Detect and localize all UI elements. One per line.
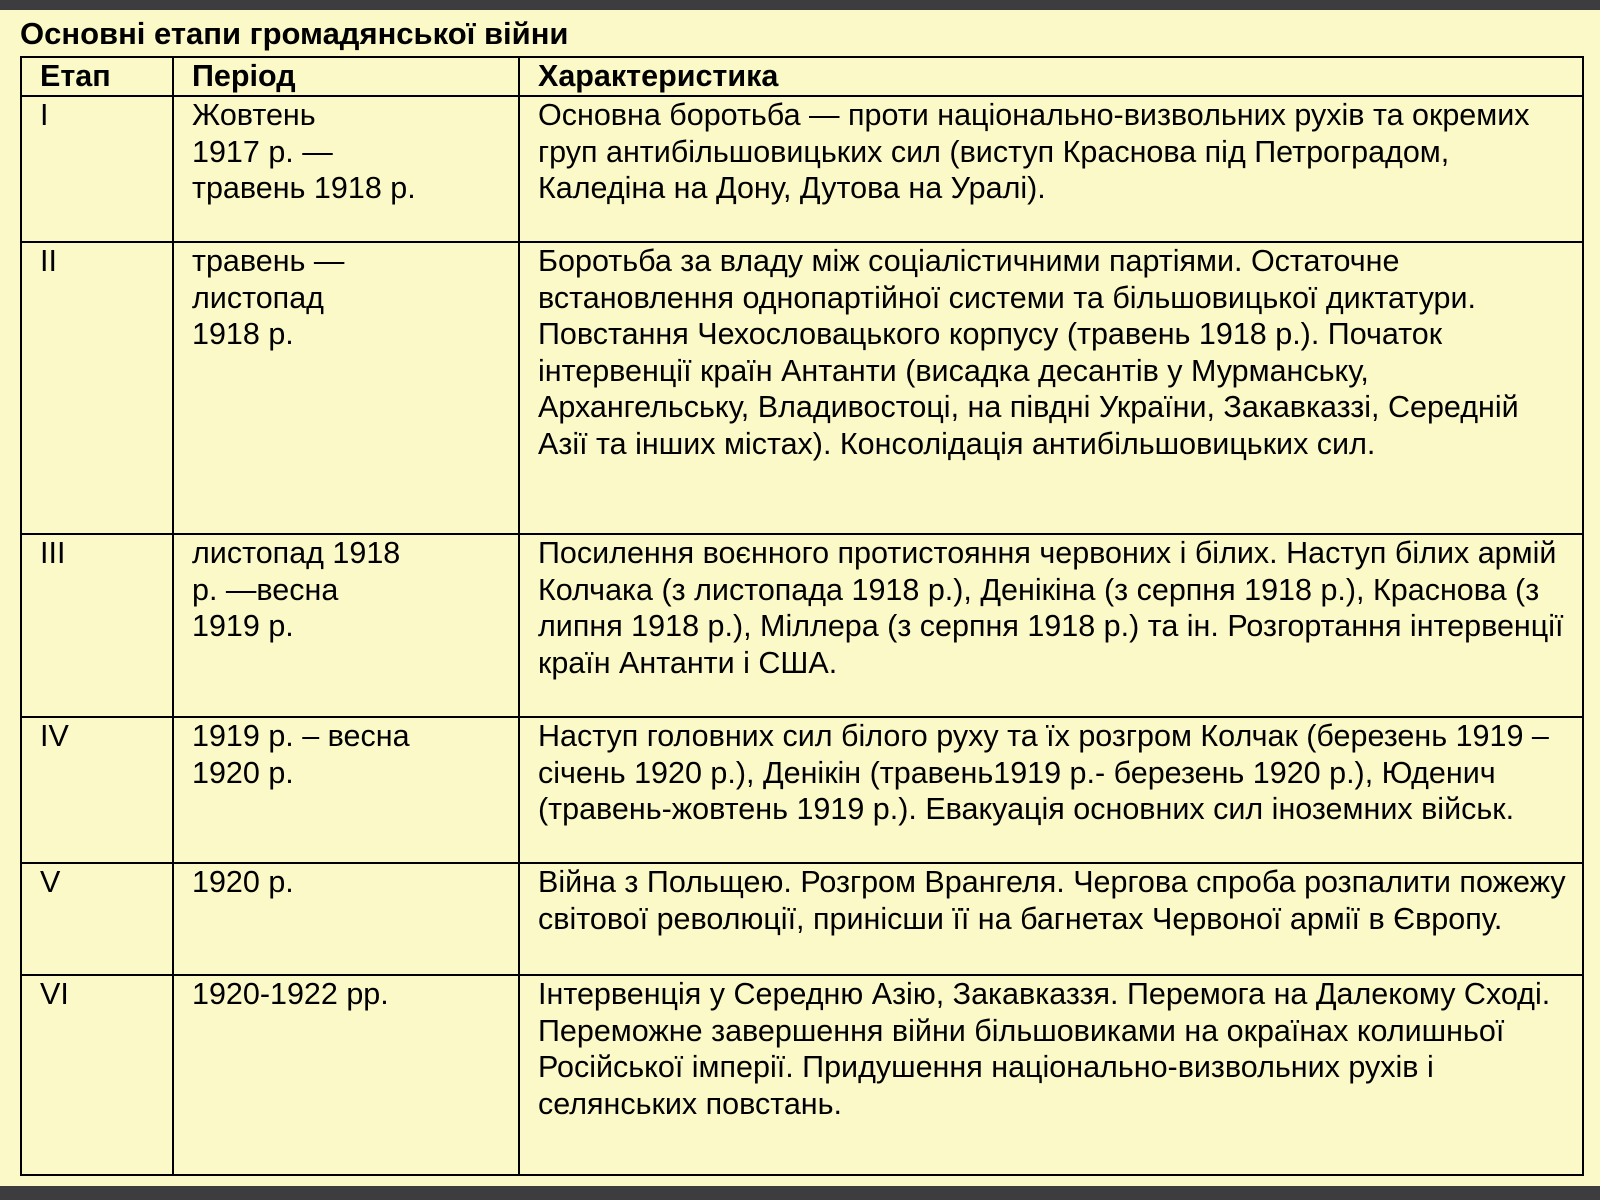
description-cell: Боротьба за владу між соціалістичними партіями. Остаточне встановлення однопартійної системи та більшовицької диктатури. Повстання Чехословацького корпусу (травень 1918 р.). Початок інтервенції країн Антанти (висадка десантів у Мурманську, Архангельську, Владивостоці, на півдні України, Закавказзі, Середній Азії та інших містах). Консолідація антибільшовицьких сил. [519, 242, 1583, 534]
description-cell: Інтервенція у Середню Азію, Закавказзя. Перемога на Далекому Сході. Переможне завершення війни більшовиками на окраїнах колишньої Російської імперії. Придушення національно-визвольних рухів і селянських повстань. [519, 975, 1583, 1175]
stage-cell: ІІІ [21, 534, 173, 717]
stage-cell: VI [21, 975, 173, 1175]
period-cell: травень — листопад 1918 р. [173, 242, 519, 534]
stage-cell: ІІ [21, 242, 173, 534]
stages-table [20, 56, 1584, 1176]
page-title: Основні етапи громадянської війни [20, 16, 569, 51]
table-row [21, 242, 1583, 534]
description-cell: Основна боротьба — проти національно-визвольних рухів та окремих груп антибільшовицьких сил (виступ Краснова під Петроградом, Каледіна на Дону, Дутова на Уралі). [519, 96, 1583, 242]
table-row [21, 975, 1583, 1175]
period-cell: 1920-1922 рр. [173, 975, 519, 1175]
period-cell: листопад 1918 р. —весна 1919 р. [173, 534, 519, 717]
stage-cell: V [21, 863, 173, 975]
stage-cell: І [21, 96, 173, 242]
bottom-border-bar [0, 1186, 1600, 1200]
description-cell: Війна з Польщею. Розгром Врангеля. Чергова спроба розпалити пожежу світової революції, принісши її на багнетах Червоної армії в Європу. [519, 863, 1583, 975]
table-row [21, 717, 1583, 863]
period-cell: 1920 р. [173, 863, 519, 975]
header-description: Характеристика [519, 57, 1583, 96]
table-row [21, 96, 1583, 242]
description-cell: Наступ головних сил білого руху та їх розгром Колчак (березень 1919 –січень 1920 р.), Денікін (травень1919 р.- березень 1920 р.), Юденич (травень-жовтень 1919 р.). Евакуація основних сил іноземних військ. [519, 717, 1583, 863]
table-header-row [21, 57, 1583, 96]
table-row [21, 534, 1583, 717]
slide [0, 10, 1600, 1186]
period-cell: Жовтень 1917 р. — травень 1918 р. [173, 96, 519, 242]
table-row [21, 863, 1583, 975]
period-cell: 1919 р. – весна 1920 р. [173, 717, 519, 863]
description-cell: Посилення воєнного протистояння червоних і білих. Наступ білих армій Колчака (з листопада 1918 р.), Денікіна (з серпня 1918 р.), Краснова (з липня 1918 р.), Міллера (з серпня 1918 р.) та ін. Розгортання інтервенції країн Антанти і США. [519, 534, 1583, 717]
header-period: Період [173, 57, 519, 96]
stage-cell: IV [21, 717, 173, 863]
header-stage: Етап [21, 57, 173, 96]
